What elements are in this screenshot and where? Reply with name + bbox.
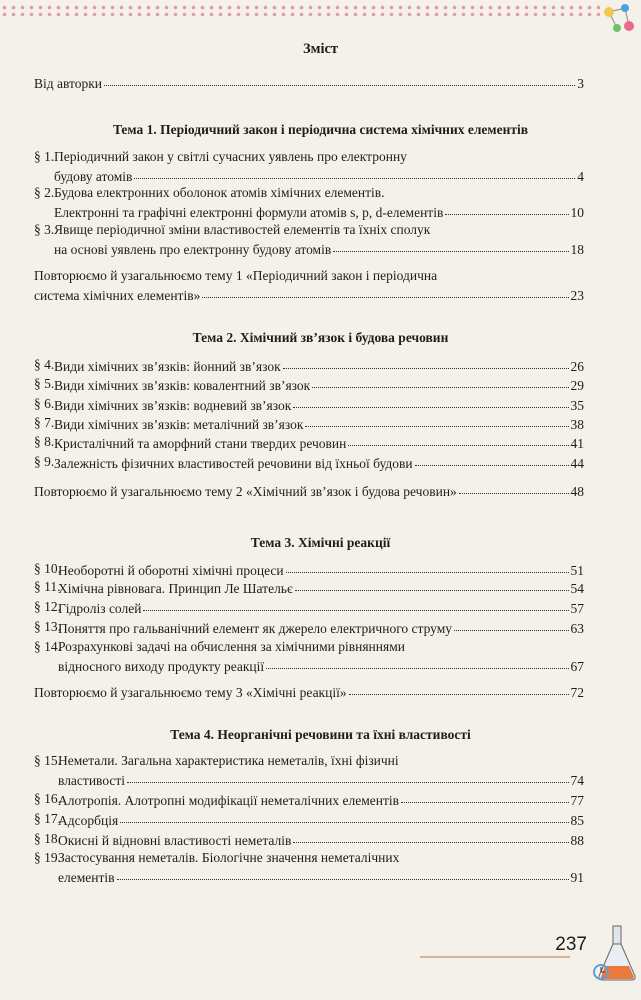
entry-line-text: Залежність фізичних властивостей речовини від їхньої будови xyxy=(54,456,413,471)
entry-line xyxy=(54,395,584,413)
entry-line-text: Поняття про гальванічний елемент як джерело електричного струму xyxy=(58,621,453,636)
entry-text xyxy=(34,481,584,499)
entry-text xyxy=(34,267,584,303)
entry-line xyxy=(58,790,584,808)
entry-text xyxy=(54,414,584,432)
entry-text xyxy=(54,375,584,393)
entry-line-text: Види хімічних зв’язків: металічний зв’язок xyxy=(54,417,304,432)
entry-line-text: Неметали. Загальна характеристика неметалів, їхні фізичні xyxy=(58,753,399,768)
page-ref: 91 xyxy=(570,870,584,885)
dot-leader xyxy=(459,479,569,494)
page-number: 237 xyxy=(555,934,587,955)
entry-line-text: Повторюємо й узагальнюємо тему 2 «Хімічний зв’язок і будова речовин» xyxy=(34,484,457,499)
entry-text xyxy=(58,638,584,674)
entry-line xyxy=(34,73,584,91)
page-ref: 72 xyxy=(570,685,584,700)
entry-text xyxy=(58,849,584,885)
dot-leader xyxy=(415,451,569,466)
dot-leader xyxy=(349,680,569,695)
page-ref: 54 xyxy=(570,581,584,596)
flask-icon xyxy=(593,924,637,984)
dot-leader xyxy=(445,200,568,215)
page-ref: 48 xyxy=(570,484,584,499)
entry-line-text: Кристалічний та аморфний стани твердих речовин xyxy=(54,436,347,451)
entry-text xyxy=(34,73,584,91)
dot-leader xyxy=(333,237,568,252)
page-ref: 26 xyxy=(570,359,584,374)
entry-line xyxy=(58,830,584,848)
page-ref: 18 xyxy=(570,242,584,257)
dot-leader xyxy=(401,788,569,803)
dot-leader xyxy=(293,393,568,408)
section-number: § 8. xyxy=(34,434,55,449)
section-number: § 16. xyxy=(34,791,61,806)
page-ref: 23 xyxy=(570,288,584,303)
entry-line xyxy=(54,433,584,451)
section-number: § 7. xyxy=(34,415,55,430)
entry-line-text: Електронні та графічні електронні формули атомів s, p, d-елементів xyxy=(54,205,444,220)
topic-heading-2: Тема 2. Хімічний зв’язок і будова речовин xyxy=(192,330,449,345)
dot-leader xyxy=(286,558,569,573)
entry-line xyxy=(34,682,584,700)
entry-line-text: Окисні й відновні властивості неметалів xyxy=(58,833,292,848)
entry-text xyxy=(58,810,584,828)
section-number: § 9. xyxy=(34,454,55,469)
dot-leader xyxy=(104,71,575,86)
entry-line xyxy=(54,239,584,257)
page-ref: 57 xyxy=(570,601,584,616)
section-number: § 1. xyxy=(34,149,55,164)
entry-text xyxy=(54,356,584,374)
page-ref: 85 xyxy=(570,813,584,828)
entry-line-text: елементів xyxy=(58,870,115,885)
dot-leader xyxy=(117,865,569,880)
entry-text xyxy=(54,453,584,471)
entry-line-text: Повторюємо й узагальнюємо тему 1 «Періодичний закон і періодична xyxy=(34,268,438,283)
dot-leader xyxy=(143,596,568,611)
entry-text xyxy=(54,395,584,413)
entry-line xyxy=(54,453,584,471)
topic-heading-1: Тема 1. Періодичний закон і періодична система хімічних елементів xyxy=(112,122,529,137)
entry-line xyxy=(34,285,584,303)
dot-leader xyxy=(202,283,568,298)
entry-line xyxy=(54,375,584,393)
section-number: § 3. xyxy=(34,222,55,237)
section-number: § 13. xyxy=(34,619,61,634)
page-ref: 67 xyxy=(570,659,584,674)
entry-line-text: Періодичний закон у світлі сучасних уявлень про електронну xyxy=(54,149,407,164)
section-number: § 4. xyxy=(34,357,55,372)
dot-leader xyxy=(312,373,568,388)
entry-text xyxy=(54,221,584,257)
section-number: § 19. xyxy=(34,850,61,865)
entry-line-text: Види хімічних зв’язків: ковалентний зв’язок xyxy=(54,378,311,393)
entry-line xyxy=(58,867,584,885)
entry-text xyxy=(58,598,584,616)
entry-line-text: Необоротні й оборотні хімічні процеси xyxy=(58,563,284,578)
entry-line xyxy=(58,770,584,788)
entry-line xyxy=(54,166,584,184)
entry-line-text: Від авторки xyxy=(34,76,103,91)
entry-line-text: Гідроліз солей xyxy=(58,601,142,616)
entry-line-text: система хімічних елементів» xyxy=(34,288,201,303)
entry-line-text: Алотропія. Алотропні модифікації неметалічних елементів xyxy=(58,793,399,808)
page-ref: 4 xyxy=(577,169,584,184)
page-ref: 29 xyxy=(570,378,584,393)
dot-leader xyxy=(134,164,575,179)
dot-leader xyxy=(266,654,568,669)
page-ref: 74 xyxy=(570,773,584,788)
page-number-underline xyxy=(420,956,570,958)
entry-text xyxy=(58,618,584,636)
page-ref: 3 xyxy=(577,76,584,91)
section-number: § 2. xyxy=(34,185,55,200)
entry-line-text: Види хімічних зв’язків: водневий зв’язок xyxy=(54,398,292,413)
section-number: § 5. xyxy=(34,376,55,391)
topic-heading-3: Тема 3. Хімічні реакції xyxy=(250,535,391,550)
entry-line-text: Хімічна рівновага. Принцип Ле Шательє xyxy=(58,581,293,596)
section-number: § 14. xyxy=(34,639,61,654)
dot-leader xyxy=(293,828,568,843)
section-number: § 17. xyxy=(34,811,61,826)
page-ref: 88 xyxy=(570,833,584,848)
entry-text xyxy=(58,752,584,788)
entry-line-text: Адсорбція xyxy=(58,813,119,828)
dot-leader xyxy=(454,616,568,631)
section-number: § 10. xyxy=(34,561,61,576)
page-ref: 44 xyxy=(570,456,584,471)
entry-text xyxy=(54,148,584,184)
entry-line xyxy=(58,598,584,616)
entry-line-text: будову атомів xyxy=(54,169,133,184)
entry-line-text: на основі уявлень про електронну будову атомів xyxy=(54,242,332,257)
entry-line-text: Повторюємо й узагальнюємо тему 3 «Хімічні реакції» xyxy=(34,685,347,700)
entry-line xyxy=(54,356,584,374)
entry-line xyxy=(34,481,584,499)
entry-line-text: властивості xyxy=(58,773,126,788)
dot-leader xyxy=(283,354,569,369)
dot-leader xyxy=(120,808,568,823)
entry-line-text: відносного виходу продукту реакції xyxy=(58,659,265,674)
page-title: Зміст xyxy=(302,41,339,57)
entry-line xyxy=(54,202,584,220)
entry-line xyxy=(58,578,584,596)
entry-line-text: Розрахункові задачі на обчислення за хімічними рівняннями xyxy=(58,639,405,654)
entry-line-text: Види хімічних зв’язків: йонний зв’язок xyxy=(54,359,281,374)
page-ref: 63 xyxy=(570,621,584,636)
entry-line-text: Будова електронних оболонок атомів хімічних елементів. xyxy=(54,185,385,200)
section-number: § 11. xyxy=(34,579,61,594)
topic-heading-4: Тема 4. Неорганічні речовини та їхні властивості xyxy=(170,727,471,742)
section-number: § 12. xyxy=(34,599,61,614)
section-number: § 15. xyxy=(34,753,61,768)
entry-line xyxy=(54,414,584,432)
dot-leader xyxy=(127,768,568,783)
dot-leader xyxy=(305,412,568,427)
dot-leader xyxy=(295,576,569,591)
entry-text xyxy=(34,682,584,700)
entry-text xyxy=(54,184,584,220)
page-ref: 10 xyxy=(570,205,584,220)
entry-text xyxy=(58,790,584,808)
entry-line-text: Застосування неметалів. Біологічне значення неметалічних xyxy=(58,850,400,865)
dot-leader xyxy=(348,431,568,446)
entry-line xyxy=(58,618,584,636)
section-number: § 18. xyxy=(34,831,61,846)
entry-line xyxy=(58,656,584,674)
entry-text xyxy=(54,433,584,451)
page-ref: 77 xyxy=(570,793,584,808)
page-ref: 41 xyxy=(570,436,584,451)
entry-line-text: Явище періодичної зміни властивостей елементів та їхніх сполук xyxy=(54,222,431,237)
page-ref: 35 xyxy=(570,398,584,413)
entry-text xyxy=(58,578,584,596)
entry-line xyxy=(58,810,584,828)
decorative-dot-border xyxy=(0,4,600,18)
page-ref: 51 xyxy=(570,563,584,578)
page-ref: 38 xyxy=(570,417,584,432)
molecule-icon xyxy=(599,0,639,40)
section-number: § 6. xyxy=(34,396,55,411)
entry-text xyxy=(58,830,584,848)
